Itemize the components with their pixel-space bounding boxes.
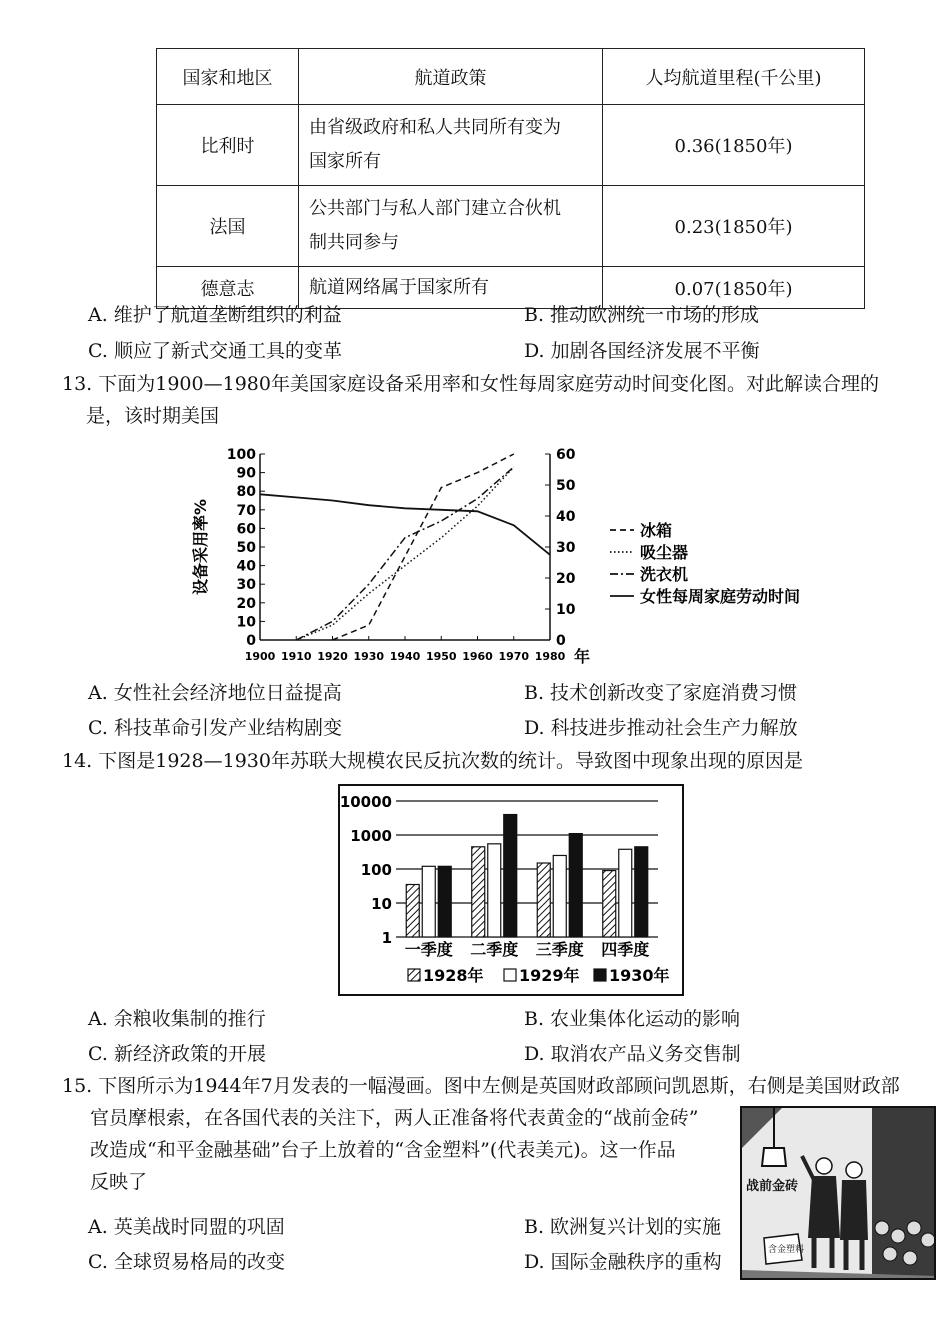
table-cell-policy [299,105,603,186]
right-tick-label: 30 [556,540,576,556]
q13-option-d[interactable]: D. 科技进步推动社会生产力解放 [524,717,798,739]
cartoon-image [740,1106,936,1280]
bar [537,863,550,937]
bar [635,847,648,937]
policy-line: 制共同参与 [309,232,399,253]
bar [406,885,419,937]
series-line [260,494,550,555]
table-row [157,105,865,186]
q12-option-d[interactable]: D. 加剧各国经济发展不平衡 [524,340,760,362]
y-tick-label: 100 [360,861,392,879]
left-tick-label: 60 [236,521,256,538]
legend-label: 1930年 [609,966,670,985]
bar [422,866,435,937]
bar [619,849,632,937]
q12-option-a[interactable]: A. 维护了航道垄断组织的利益 [88,304,342,326]
q13-stem-line: 是，该时期美国 [86,405,220,427]
table-cell-mileage: 0.07(1850年) [603,267,865,309]
q14-option-d[interactable]: D. 取消农产品义务交售制 [524,1043,741,1065]
left-tick-label: 70 [236,502,256,519]
line-chart [180,440,860,672]
q12-option-c[interactable]: C. 顺应了新式交通工具的变革 [88,340,342,362]
policy-line: 国家所有 [309,151,381,172]
bar [488,844,501,937]
x-tick-label: 1910 [280,650,312,663]
series-line [296,467,514,640]
category-label: 二季度 [470,940,519,959]
table-row [157,186,865,267]
table-cell-policy: 航道网络属于国家所有 [299,267,603,309]
y-tick-label: 10000 [339,793,392,811]
q15-stem-line: 改造成“和平金融基础”台子上放着的“含金塑料”(代表美元)。这一作品 [90,1139,676,1161]
table-header: 航道政策 [299,49,603,105]
left-tick-label: 90 [236,465,256,482]
bar [472,847,485,937]
table-cell-mileage: 0.23(1850年) [603,186,865,267]
left-tick-label: 100 [226,447,256,463]
table-header: 国家和地区 [157,49,299,105]
y-tick-label: 1000 [350,827,392,845]
q13-option-c[interactable]: C. 科技革命引发产业结构剧变 [88,717,342,739]
q14-stem: 14. 下图是1928—1930年苏联大规模农民反抗次数的统计。导致图中现象出现的原因是 [62,750,803,772]
left-tick-label: 20 [236,595,256,612]
q15-option-c[interactable]: C. 全球贸易格局的改变 [88,1251,285,1273]
policy-table [156,48,865,309]
q12-option-b[interactable]: B. 推动欧洲统一市场的形成 [524,304,760,326]
legend-label: 1928年 [423,966,484,985]
table-header-row [157,49,865,105]
gold-plastic-box [764,1234,804,1264]
x-tick-label: 1960 [462,650,493,663]
legend-label: 吸尘器 [640,543,689,562]
legend-label: 女性每周家庭劳动时间 [640,587,801,606]
x-axis-title: 年 [574,647,591,666]
x-tick-label: 1900 [244,650,276,663]
right-tick-label: 50 [556,478,576,494]
table-cell-country: 德意志 [157,267,299,309]
table-cell-mileage: 0.36(1850年) [603,105,865,186]
bar [553,855,566,937]
right-tick-label: 0 [556,633,566,649]
left-tick-label: 30 [236,577,256,594]
left-tick-label: 50 [236,540,256,556]
right-tick-label: 40 [556,509,576,525]
left-tick-label: 80 [236,484,256,501]
x-tick-label: 1940 [389,650,421,663]
bar-chart [338,784,684,996]
left-tick-label: 10 [236,614,256,631]
category-label: 四季度 [601,940,650,959]
x-tick-label: 1950 [425,650,457,663]
q14-option-a[interactable]: A. 余粮收集制的推行 [88,1008,266,1030]
q15-stem-line: 15. 下图所示为1944年7月发表的一幅漫画。图中左侧是英国财政部顾问凯恩斯，右侧是美国财政部 [62,1075,900,1097]
table-header: 人均航道里程(千公里) [603,49,865,105]
bar [569,834,582,937]
legend-label: 冰箱 [640,521,673,540]
series-line [333,454,514,640]
cartoon-drawing [742,1108,936,1280]
gold-bar-icon [762,1148,786,1166]
x-tick-label: 1970 [498,650,530,663]
bar [603,871,616,937]
bar [438,866,451,937]
q15-stem-line: 官员摩根索，在各国代表的关注下，两人正准备将代表黄金的“战前金砖” [90,1107,699,1129]
x-tick-label: 1930 [353,650,385,663]
q14-option-b[interactable]: B. 农业集体化运动的影响 [524,1008,741,1030]
right-tick-label: 60 [556,447,576,463]
category-label: 三季度 [535,940,584,959]
policy-line: 由省级政府和私人共同所有变为 [309,117,561,138]
legend-label: 洗衣机 [640,565,689,584]
x-tick-label: 1920 [317,650,348,663]
policy-line: 公共部门与私人部门建立合伙机 [309,198,561,219]
q15-option-b[interactable]: B. 欧洲复兴计划的实施 [524,1216,722,1238]
q13-option-b[interactable]: B. 技术创新改变了家庭消费习惯 [524,682,798,704]
legend-label: 1929年 [519,966,580,985]
q15-option-d[interactable]: D. 国际金融秩序的重构 [524,1251,722,1273]
left-tick-label: 0 [246,633,256,649]
q13-stem [62,368,879,432]
category-label: 一季度 [404,940,453,959]
y-axis-title: 设备采用率% [191,498,210,596]
left-tick-label: 40 [236,558,256,575]
q15-stem-line: 反映了 [90,1171,148,1193]
table-cell-policy [299,186,603,267]
q14-option-c[interactable]: C. 新经济政策的开展 [88,1043,266,1065]
table-cell-country: 比利时 [157,105,299,186]
legend-swatch [408,969,420,981]
right-tick-label: 20 [556,571,576,587]
q15-option-a[interactable]: A. 英美战时同盟的巩固 [88,1216,285,1238]
legend-swatch [594,969,606,981]
cartoon-box-label: 含金塑料 [768,1245,805,1255]
series-line [296,467,514,640]
cartoon-label: 战前金砖 [746,1179,799,1194]
y-tick-label: 1 [381,929,392,947]
right-tick-label: 10 [556,602,576,618]
y-tick-label: 10 [371,895,392,913]
legend-swatch [504,969,516,981]
x-tick-label: 1980 [534,650,566,663]
q13-option-a[interactable]: A. 女性社会经济地位日益提高 [88,682,342,704]
q13-stem-line: 13. 下面为1900—1980年美国家庭设备采用率和女性每周家庭劳动时间变化图。对此解读合理的 [62,373,879,395]
bar [504,815,517,937]
table-cell-country: 法国 [157,186,299,267]
